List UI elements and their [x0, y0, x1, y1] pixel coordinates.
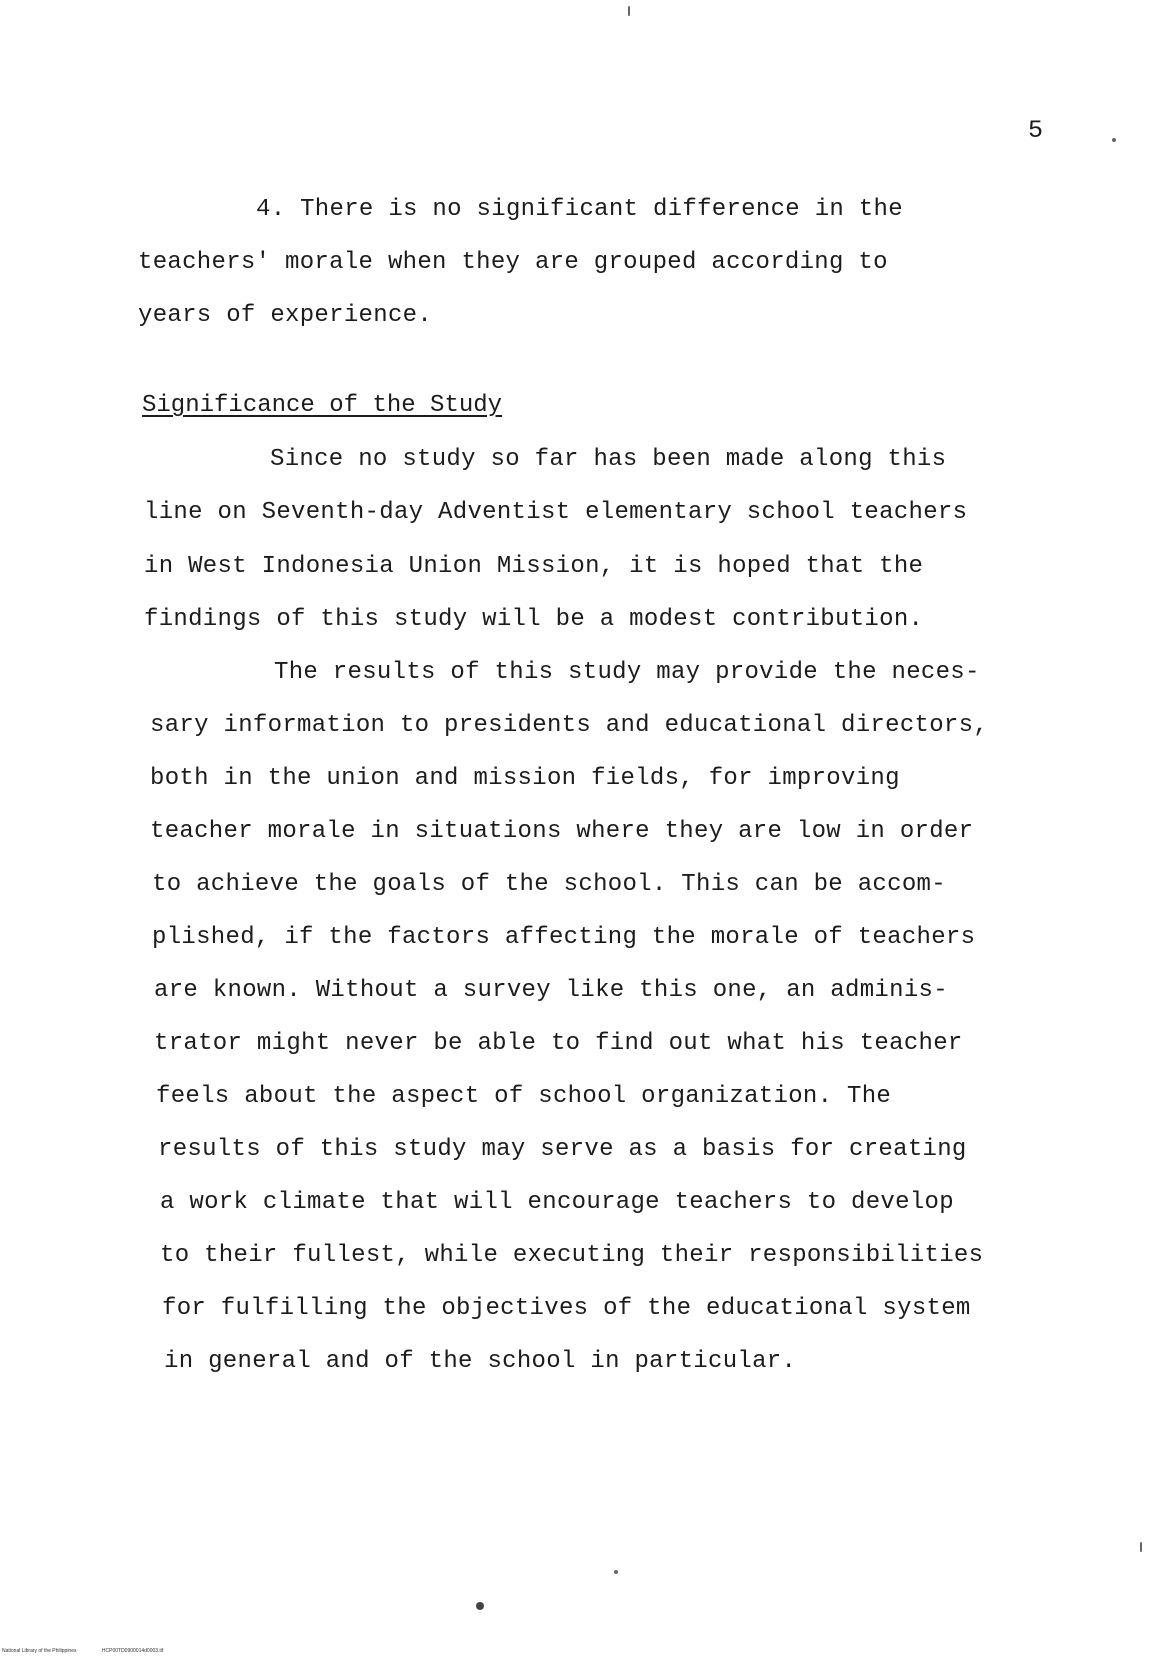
paragraph-line: trator might never be able to find out what his teacher	[154, 1030, 963, 1057]
item-4-line: 4. There is no significant difference in the	[256, 196, 903, 223]
scan-footer	[2, 1648, 187, 1654]
scan-mark	[476, 1602, 484, 1610]
paragraph-line: The results of this study may provide the neces-	[274, 659, 980, 686]
paragraph-line: for fulfilling the objectives of the educational system	[162, 1295, 971, 1322]
paragraph-line: to their fullest, while executing their responsibilities	[160, 1242, 984, 1269]
page-number: 5	[1028, 116, 1044, 145]
paragraph-line: are known. Without a survey like this one, an adminis-	[154, 977, 948, 1004]
footer-file-id: HCP00TD0900014d0003.tif	[101, 1648, 164, 1654]
item-4-line: teachers' morale when they are grouped according to	[138, 249, 888, 276]
paragraph-line: in West Indonesia Union Mission, it is hoped that the	[144, 553, 924, 580]
scan-mark	[1112, 138, 1116, 142]
scan-mark	[614, 1570, 618, 1574]
paragraph-line: results of this study may serve as a basis for creating	[158, 1136, 967, 1163]
item-4-line: years of experience.	[138, 302, 433, 329]
paragraph-line: in general and of the school in particular.	[164, 1348, 797, 1375]
paragraph-line: findings of this study will be a modest contribution.	[144, 606, 924, 633]
section-heading: Significance of the Study	[142, 392, 503, 419]
scan-mark	[1140, 1542, 1142, 1552]
paragraph-line: a work climate that will encourage teachers to develop	[160, 1189, 954, 1216]
scan-mark	[628, 6, 630, 16]
paragraph-line: plished, if the factors affecting the morale of teachers	[152, 924, 976, 951]
footer-library: National Library of the Philippines	[2, 1648, 77, 1654]
paragraph-line: line on Seventh-day Adventist elementary school teachers	[144, 499, 968, 526]
paragraph-line: teacher morale in situations where they are low in order	[150, 818, 974, 845]
paragraph-line: both in the union and mission fields, for improving	[150, 765, 900, 792]
paragraph-line: Since no study so far has been made along this	[270, 446, 947, 473]
paragraph-line: sary information to presidents and educational directors,	[150, 712, 989, 739]
paragraph-line: feels about the aspect of school organization. The	[156, 1083, 892, 1110]
paragraph-line: to achieve the goals of the school. This can be accom-	[152, 871, 946, 898]
